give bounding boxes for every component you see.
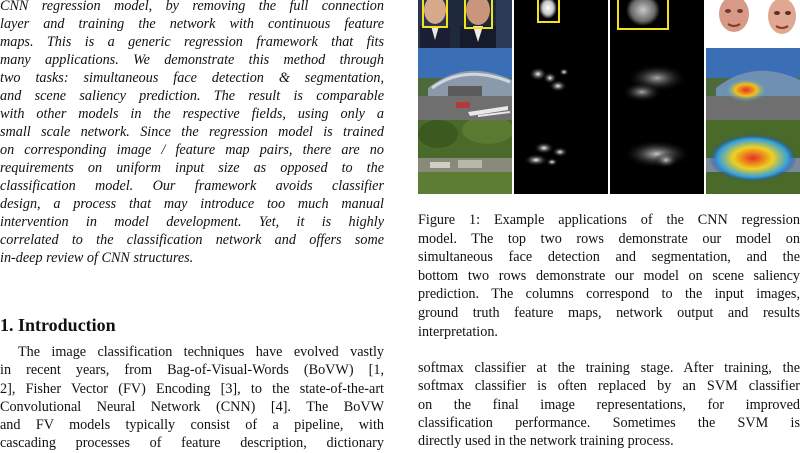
figure-scene1-ground-truth (514, 48, 608, 120)
caption-line: simultaneous face detection and segmentation, and the (418, 249, 800, 266)
figure-1-image-grid (418, 0, 800, 194)
body-line: on the final image representations, for improved (418, 396, 800, 413)
caption-line: interpretation. (418, 323, 498, 340)
body-line: directly used in the network training process. (418, 433, 674, 450)
body-line: classification performance. Sometimes the SVM is (418, 414, 800, 431)
intro-line: The image classification techniques have evolved vastly (18, 344, 384, 360)
abstract-column (0, 0, 384, 267)
abstract-line: classification model. Our framework avoids classifier (0, 178, 384, 194)
figure-scene2-ground-truth (514, 120, 608, 194)
abstract-line: layer and training the network with continuous feature (0, 16, 384, 32)
abstract-paragraph (0, 0, 384, 267)
abstract-line: intervention in model development. Yet, it is highly (0, 214, 384, 230)
figure-scene2-result-interpretation (706, 120, 800, 194)
abstract-line: with other models in the respective fields, using only a (0, 106, 384, 122)
body-line: softmax classifier is often replaced by an SVM classifier (418, 378, 800, 395)
abstract-line: on corresponding image / feature map pairs, there are no (0, 142, 384, 158)
abstract-line: small scale network. Since the regression model is trained (0, 124, 384, 140)
abstract-line: in-deep review of CNN structures. (0, 250, 194, 266)
figure-face-ground-truth (514, 0, 608, 48)
figure-scene1-result-interpretation (706, 48, 800, 120)
abstract-line: two tasks: simultaneous face detection & segmentation, (0, 70, 384, 86)
figure-scene2-network-output (610, 120, 704, 194)
abstract-line: design, a process that may introduce too much manual (0, 196, 384, 212)
caption-line: ground truth feature maps, network output and results (418, 304, 800, 321)
caption-line: bottom two rows demonstrate our model on scene saliency (418, 267, 800, 284)
abstract-line: maps. This is a generic regression framework that fits (0, 34, 384, 50)
right-column-body-text (418, 359, 800, 450)
caption-line: model. The top two rows demonstrate our model on (418, 230, 800, 247)
figure-scene1-network-output (610, 48, 704, 120)
intro-line: in recent years, from Bag-of-Visual-Words (BoVW) [1, (0, 362, 384, 379)
figure-scene2-input-image (418, 120, 512, 194)
section-heading-introduction: 1. Introduction (0, 315, 116, 335)
figure-face-network-output (610, 0, 704, 48)
figure-scene1-input-image (418, 48, 512, 120)
figure-face-result-interpretation (706, 0, 800, 48)
caption-line: prediction. The columns correspond to the input images, (418, 286, 800, 303)
caption-line: Figure 1: Example applications of the CNN regression (418, 212, 800, 228)
intro-line: 2], Fisher Vector (FV) Encoding [3], to the state-of-the-art (0, 380, 384, 397)
intro-line: Convolutional Neural Network (CNN) [4]. The BoVW (0, 398, 384, 415)
intro-line: cascading processes of feature description, dictionary (0, 435, 384, 452)
intro-line: and FV models typically consist of a pipeline, with (0, 417, 384, 434)
intro-paragraph (0, 343, 384, 453)
abstract-line: many applications. We demonstrate this method through (0, 52, 384, 68)
abstract-line: correlated to the classification network and offers some (0, 232, 384, 248)
abstract-line: requirements on uniform input size as opposed to the (0, 160, 384, 176)
figure-face-input-image (418, 0, 512, 48)
body-line: softmax classifier at the training stage. After training, the (418, 360, 800, 376)
abstract-line: and scene saliency prediction. The result is comparable (0, 88, 384, 104)
figure-1-caption (418, 211, 800, 341)
abstract-line: CNN regression model, by removing the full connection (0, 0, 384, 14)
